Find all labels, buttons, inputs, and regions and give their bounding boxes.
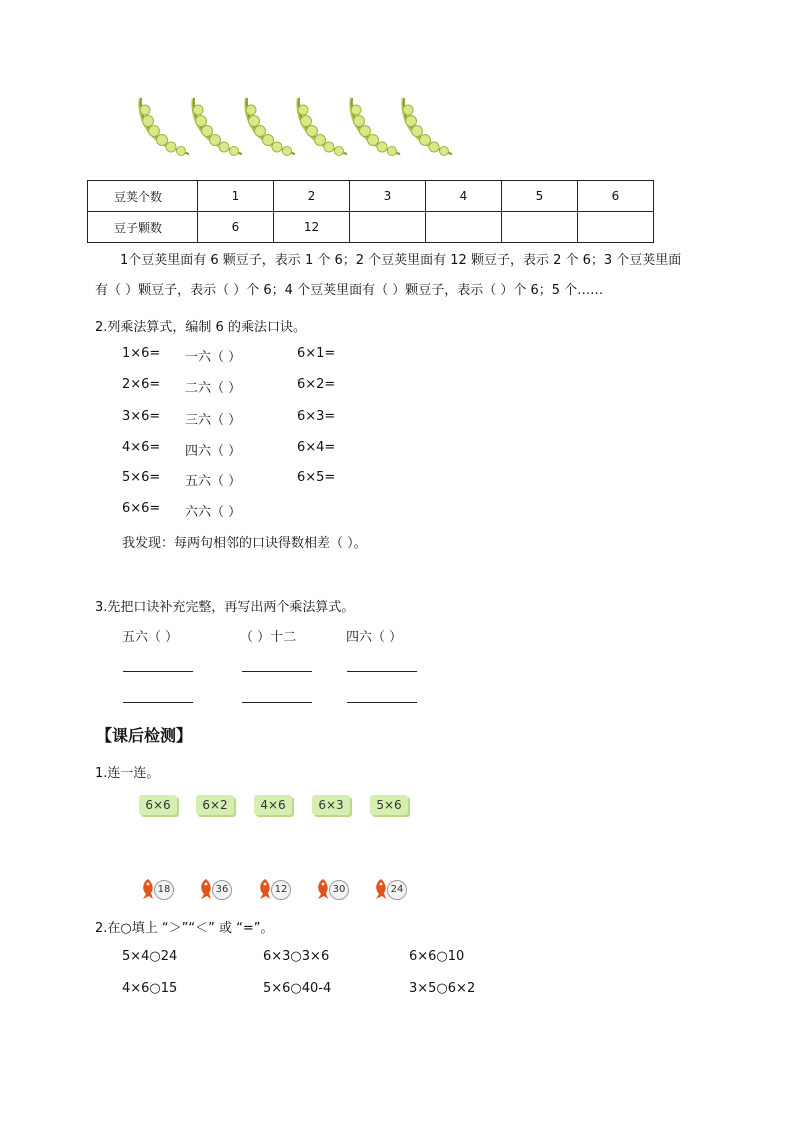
- expression-card[interactable]: 6×3: [312, 795, 350, 815]
- table-cell: 4: [426, 181, 502, 212]
- answer-line[interactable]: [347, 702, 417, 703]
- answer-line[interactable]: [347, 671, 417, 672]
- q5-title: 2.在○填上 “＞”“＜” 或 “=”。: [95, 921, 274, 936]
- answer-cell[interactable]: [578, 212, 654, 243]
- fish-answer[interactable]: [315, 878, 361, 900]
- formula: 5×6=: [122, 470, 161, 485]
- table-cell: 5: [502, 181, 578, 212]
- rhyme: 二六（ ）: [185, 381, 242, 396]
- fish-answer[interactable]: [257, 878, 303, 900]
- rhyme: 五六（ ）: [185, 474, 242, 489]
- formula: 2×6=: [122, 377, 161, 392]
- expression-card[interactable]: 5×6: [370, 795, 408, 815]
- answer-line[interactable]: [123, 671, 193, 672]
- table-row: [88, 212, 654, 243]
- section-heading: 【课后检测】: [96, 726, 193, 745]
- answer-line[interactable]: [242, 671, 312, 672]
- table-cell: 6: [198, 212, 274, 243]
- q3-item: 四六（ ）: [346, 630, 403, 645]
- rhyme: 三六（ ）: [185, 413, 242, 428]
- answer-number: 18: [154, 880, 174, 900]
- rhyme: 一六（ ）: [185, 350, 242, 365]
- answer-number: 12: [271, 880, 291, 900]
- formula: 6×4=: [297, 440, 336, 455]
- formula: 4×6=: [122, 440, 161, 455]
- table-cell: 12: [274, 212, 350, 243]
- formula: 3×6=: [122, 409, 161, 424]
- answer-line[interactable]: [242, 702, 312, 703]
- table-cell: 2: [274, 181, 350, 212]
- table-cell: 6: [578, 181, 654, 212]
- answer-number: 30: [329, 880, 349, 900]
- table-row: [88, 181, 654, 212]
- q3-title: 3.先把口诀补充完整，再写出两个乘法算式。: [95, 600, 355, 615]
- formula: 6×1=: [297, 346, 336, 361]
- fish-answer[interactable]: [140, 878, 186, 900]
- intro-line-1: 1个豆荚里面有 6 颗豆子，表示 1 个 6；2 个豆荚里面有 12 颗豆子，表示 2 个 6；3 个豆荚里面: [120, 253, 682, 268]
- answer-number: 36: [212, 880, 232, 900]
- expression-card[interactable]: 4×6: [254, 795, 292, 815]
- expression-card[interactable]: 6×2: [196, 795, 234, 815]
- expression-card[interactable]: 6×6: [139, 795, 177, 815]
- comparison-item[interactable]: 6×6○10: [409, 949, 465, 964]
- q4-title: 1.连一连。: [95, 766, 160, 781]
- formula: 6×2=: [297, 377, 336, 392]
- q3-item: 五六（ ）: [122, 630, 179, 645]
- rhyme: 四六（ ）: [185, 444, 242, 459]
- fish-answer[interactable]: [198, 878, 244, 900]
- rhyme: 六六（ ）: [185, 505, 242, 520]
- answer-cell[interactable]: [426, 212, 502, 243]
- row-header: 豆子颗数: [88, 212, 198, 243]
- row-header: 豆荚个数: [88, 181, 198, 212]
- bean-table: [87, 180, 654, 243]
- answer-cell[interactable]: [350, 212, 426, 243]
- comparison-item[interactable]: 4×6○15: [122, 981, 178, 996]
- formula: 6×3=: [297, 409, 336, 424]
- comparison-item[interactable]: 3×5○6×2: [409, 981, 476, 996]
- table-cell: 1: [198, 181, 274, 212]
- table-cell: 3: [350, 181, 426, 212]
- q2-title: 2.列乘法算式，编制 6 的乘法口诀。: [95, 320, 306, 335]
- answer-cell[interactable]: [502, 212, 578, 243]
- answer-number: 24: [387, 880, 407, 900]
- comparison-item[interactable]: 5×6○40-4: [263, 981, 332, 996]
- formula: 1×6=: [122, 346, 161, 361]
- pea-pod-icon: [396, 94, 458, 160]
- answer-line[interactable]: [123, 702, 193, 703]
- q2-finding: 我发现：每两句相邻的口诀得数相差（ ）。: [122, 536, 367, 551]
- formula: 6×5=: [297, 470, 336, 485]
- comparison-item[interactable]: 5×4○24: [122, 949, 178, 964]
- q3-item: （ ）十二: [240, 630, 297, 645]
- fish-answer[interactable]: [373, 878, 419, 900]
- formula: 6×6=: [122, 501, 161, 516]
- comparison-item[interactable]: 6×3○3×6: [263, 949, 330, 964]
- intro-line-2: 有（ ）颗豆子，表示（ ）个 6；4 个豆荚里面有（ ）颗豆子，表示（ ）个 6；5 个……: [95, 283, 604, 298]
